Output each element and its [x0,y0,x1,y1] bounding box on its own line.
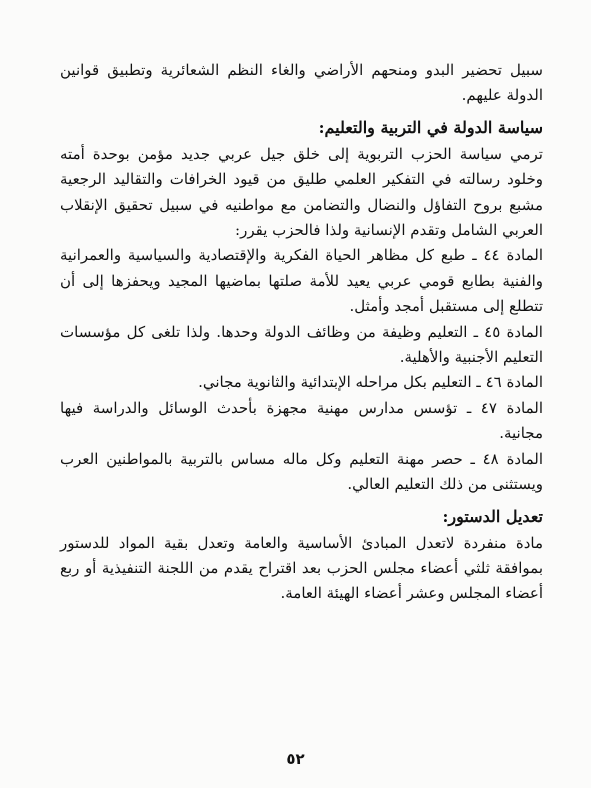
constitution-amendment-heading: تعديل الدستور: [442,506,543,526]
education-policy-heading: سياسة الدولة في التربية والتعليم: [318,117,543,137]
opening-paragraph: سبيل تحضير البدو ومنحهم الأراضي والغاء النظم الشعائرية وتطبيق قوانين الدولة عليهم. [60,61,543,105]
page-body [60,58,543,607]
constitution-amendment-paragraph: مادة منفردة لاتعدل المبادئ الأساسية والعامة وتعدل بقية المواد للدستور بموافقة ثلثي أعضاء مجلس الحزب بعد اقتراح يقدم من اللجنة التنفيذية أو ربع أعضاء المجلس وعشر أعضاء الهيئة العامة. [60,533,543,603]
education-intro-paragraph: ترمي سياسة الحزب التربوية إلى خلق جيل عربي جديد مؤمن بوحدة أمته وخلود رسالته في التفكير العلمي طليق من قيود الخرافات والتقاليد الرجعية مشبع بروح التفاؤل والنضال والتضامن مع مواطنيه في سبيل تحقيق الإنقلاب العربي الشامل وتقدم الإنسانية ولذا فالحزب يقرر: [60,144,543,240]
article-45: المادة ٤٥ ـ التعليم وظيفة من وظائف الدولة وحدها. ولذا تلغى كل مؤسسات التعليم الأجنبية والأهلية. [60,322,543,367]
article-48: المادة ٤٨ ـ حصر مهنة التعليم وكل ماله مساس بالتربية بالمواطنين العرب ويستثنى من ذلك التعليم العالي. [60,449,543,494]
article-47: المادة ٤٧ ـ تؤسس مدارس مهنية مجهزة بأحدث الوسائل والدراسة فيها مجانية. [60,398,543,443]
page-number: ٥٢ [286,750,305,768]
article-46: المادة ٤٦ ـ التعليم بكل مراحله الإبتدائية والثانوية مجاني. [198,373,543,392]
article-44: المادة ٤٤ ـ طبع كل مظاهر الحياة الفكرية والإقتصادية والسياسية والعمرانية والفنية بطابع قومي عربي يعيد للأمة صلتها بماضيها المجيد ويحفزها إلى أن تتطلع إلى مستقبل أمجد وأمثل. [60,246,543,316]
